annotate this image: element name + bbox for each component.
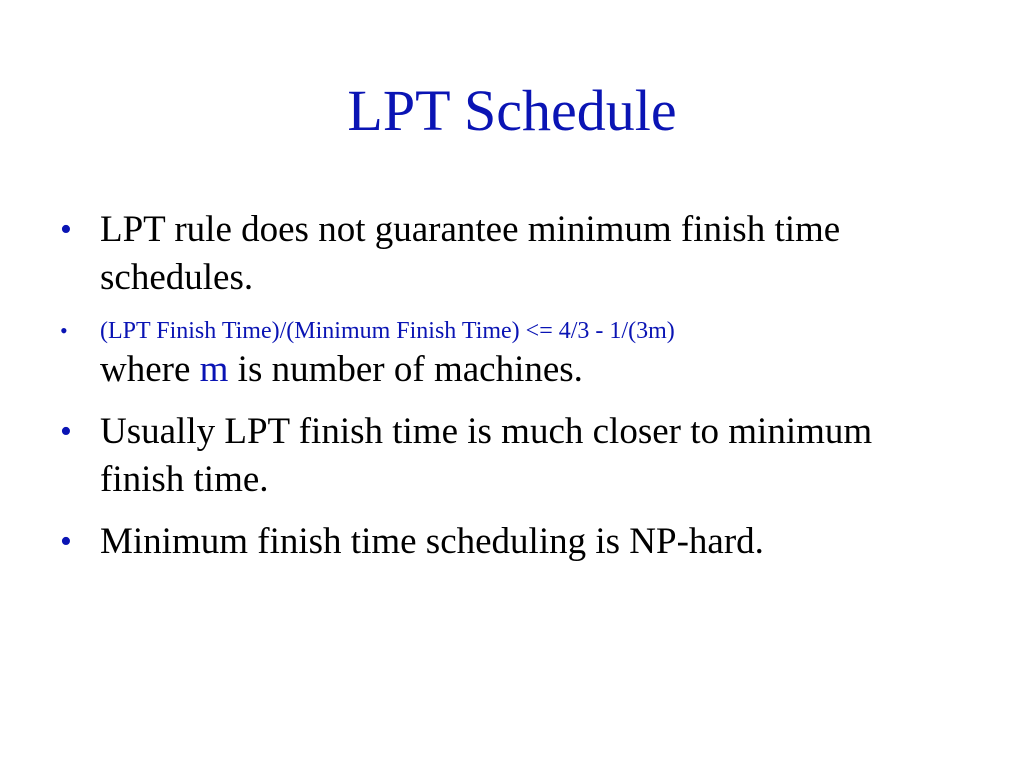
bullet-icon: •	[60, 413, 72, 450]
explanation-prefix: where	[100, 349, 191, 390]
bullet-icon: •	[60, 523, 72, 560]
formula-explanation	[100, 346, 960, 394]
explanation-suffix: is number of machines.	[237, 349, 583, 390]
bullet-list	[60, 206, 960, 580]
ratio-formula: (LPT Finish Time)/(Minimum Finish Time) <= 4/3 - 1/(3m)	[100, 318, 675, 344]
bullet-item-ratio-bound	[60, 316, 960, 394]
bullet-text: Usually LPT finish time is much closer to minimum finish time.	[100, 411, 873, 500]
bullet-icon: •	[60, 211, 72, 248]
bullet-item-np-hard	[60, 518, 960, 566]
bullet-text: Minimum finish time scheduling is NP-hard.	[100, 521, 764, 562]
variable-m: m	[199, 349, 229, 390]
bullet-item-lpt-rule	[60, 206, 960, 302]
bullet-item-usually-closer	[60, 408, 960, 504]
bullet-text: LPT rule does not guarantee minimum finish time schedules.	[100, 209, 841, 298]
slide-title: LPT Schedule	[347, 78, 677, 143]
bullet-icon: •	[60, 318, 68, 343]
